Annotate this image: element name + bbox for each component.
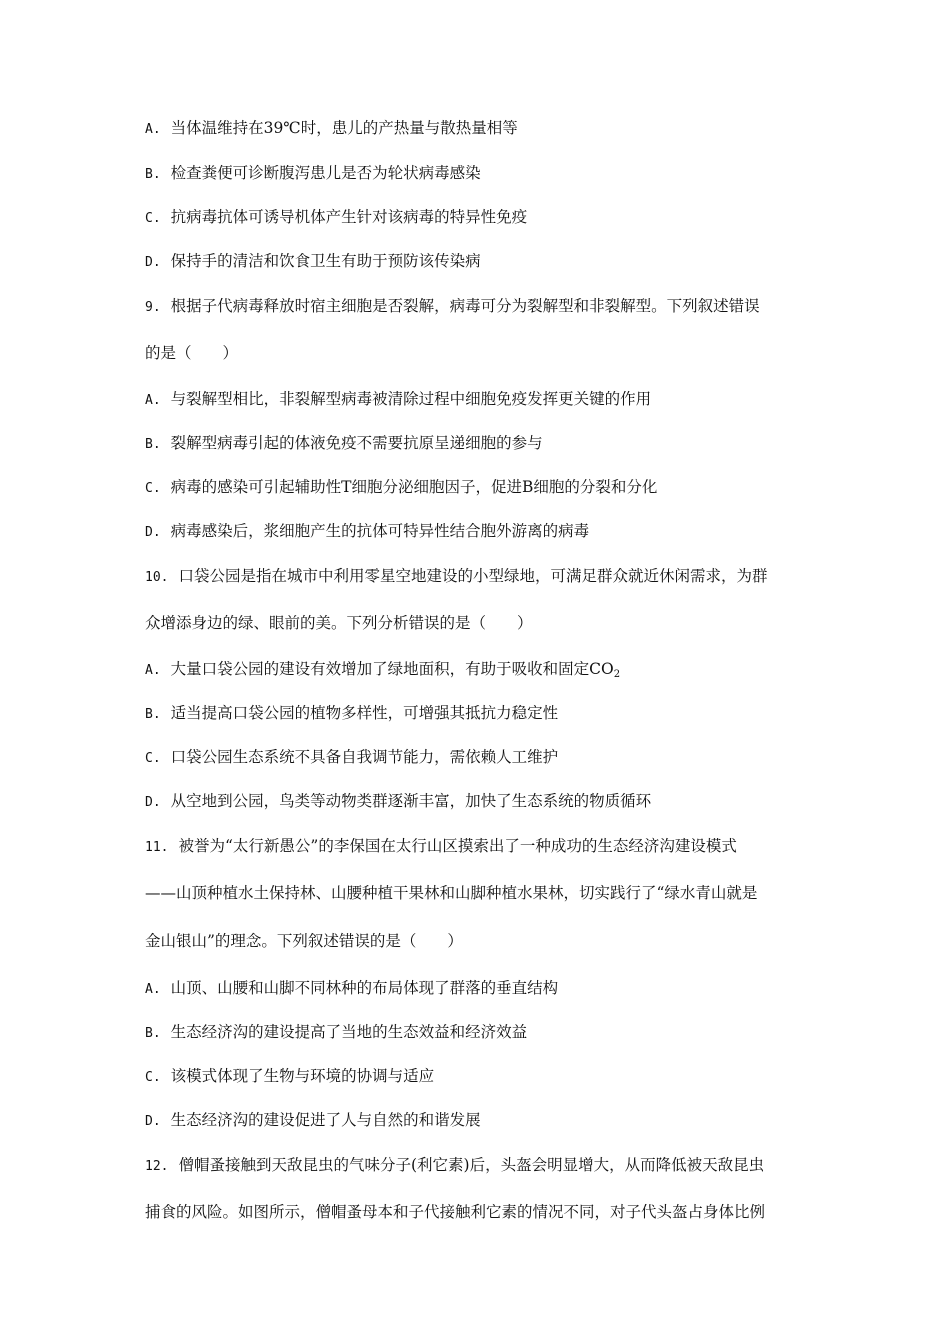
option-letter: C. [145,1070,161,1085]
option-letter: B. [145,437,161,452]
q11-option-a [145,978,558,1000]
q9-option-d [145,521,589,543]
q11-option-d [145,1110,481,1132]
q10-option-c [145,747,558,769]
q9-stem-line2 [145,343,238,363]
option-letter: D. [145,795,161,810]
option-letter: C. [145,481,161,496]
option-letter: A. [145,663,161,678]
option-text: 裂解型病毒引起的体液免疫不需要抗原呈递细胞的参与 [170,434,543,452]
question-text: 捕食的风险。如图所示，僧帽蚤母本和子代接触利它素的情况不同，对子代头盔占身体比例 [145,1203,766,1221]
option-letter: B. [145,167,161,182]
question-number: 9. [145,300,161,315]
q10-option-a [145,659,620,685]
option-text: 病毒的感染可引起辅助性T细胞分泌细胞因子，促进B细胞的分裂和分化 [170,478,658,496]
q11-option-c [145,1066,434,1088]
option-letter: D. [145,255,161,270]
q9-option-c [145,477,657,499]
option-letter: A. [145,393,161,408]
option-text: 检查粪便可诊断腹泻患儿是否为轮状病毒感染 [170,164,481,182]
q10-stem-line2 [145,613,533,633]
q8-option-a [145,118,518,140]
option-text: 当体温维持在39℃时，患儿的产热量与散热量相等 [170,119,518,137]
q10-option-b [145,703,558,725]
option-text: 从空地到公园，鸟类等动物类群逐渐丰富，加快了生态系统的物质循环 [170,792,652,810]
option-text: 山顶、山腰和山脚不同林种的布局体现了群落的垂直结构 [170,979,559,997]
option-letter: D. [145,1114,161,1129]
option-text: 抗病毒抗体可诱导机体产生针对该病毒的特异性免疫 [170,208,528,226]
question-number: 12. [145,1159,169,1174]
option-text: 保持手的清洁和饮食卫生有助于预防该传染病 [170,252,481,270]
question-text: 被誉为“太行新愚公”的李保国在太行山区摸索出了一种成功的生态经济沟建设模式 [178,837,737,855]
question-text: 口袋公园是指在城市中利用零星空地建设的小型绿地，可满足群众就近休闲需求，为群 [178,567,768,585]
question-text: 僧帽蚤接触到天敌昆虫的气味分子(利它素)后，头盔会明显增大，从而降低被天敌昆虫 [178,1156,765,1174]
question-number: 10. [145,570,169,585]
option-text: 大量口袋公园的建设有效增加了绿地面积，有助于吸收和固定CO [170,660,614,678]
option-text: 该模式体现了生物与环境的协调与适应 [170,1067,435,1085]
q10-option-d [145,791,651,813]
option-letter: C. [145,211,161,226]
option-text: 病毒感染后，浆细胞产生的抗体可特异性结合胞外游离的病毒 [170,522,590,540]
option-text: 与裂解型相比，非裂解型病毒被清除过程中细胞免疫发挥更关键的作用 [170,390,652,408]
q11-stem-line3 [145,931,463,951]
option-letter: A. [145,122,161,137]
q9-option-b [145,433,543,455]
q8-option-b [145,163,481,185]
q9-stem-line1 [145,296,760,318]
question-number: 11. [145,840,169,855]
option-letter: B. [145,707,161,722]
q11-stem-line1 [145,836,737,858]
q11-stem-line2 [145,883,757,903]
q11-option-b [145,1022,527,1044]
option-text: 适当提高口袋公园的植物多样性，可增强其抵抗力稳定性 [170,704,559,722]
q9-option-a [145,389,651,411]
question-text: 根据子代病毒释放时宿主细胞是否裂解，病毒可分为裂解型和非裂解型。下列叙述错误 [170,297,760,315]
subscript: 2 [613,669,621,680]
option-letter: D. [145,525,161,540]
question-text: 的是（ ） [145,344,239,362]
option-text: 生态经济沟的建设提高了当地的生态效益和经济效益 [170,1023,528,1041]
option-text: 生态经济沟的建设促进了人与自然的和谐发展 [170,1111,481,1129]
q8-option-c [145,207,527,229]
question-text: 众增添身边的绿、眼前的美。下列分析错误的是（ ） [145,614,533,632]
q12-stem-line1 [145,1155,764,1177]
q10-stem-line1 [145,566,768,588]
option-letter: C. [145,751,161,766]
option-letter: B. [145,1026,161,1041]
q12-stem-line2 [145,1202,765,1222]
q8-option-d [145,251,481,273]
question-text: ——山顶种植水土保持林、山腰种植干果林和山脚种植水果林，切实践行了“绿水青山就是 [145,884,758,902]
question-text: 金山银山”的理念。下列叙述错误的是（ ） [145,932,463,950]
option-letter: A. [145,982,161,997]
option-text: 口袋公园生态系统不具备自我调节能力，需依赖人工维护 [170,748,559,766]
